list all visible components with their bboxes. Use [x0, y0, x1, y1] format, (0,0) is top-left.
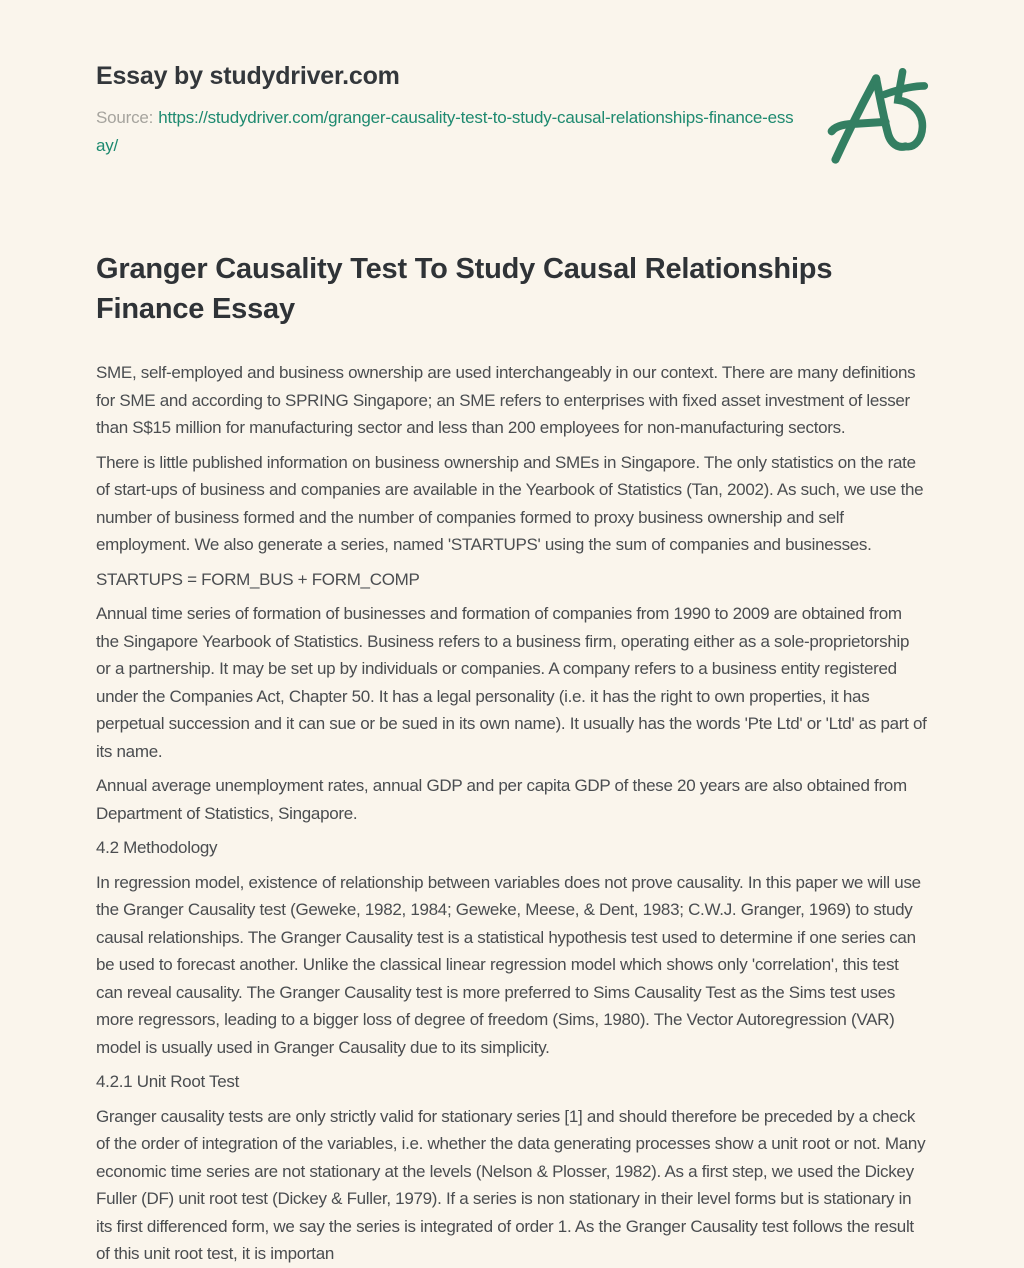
- essay-paragraph: In regression model, existence of relationship between variables does not prove causality. In this paper we will use the Granger Causality test (Geweke, 1982, 1984; Geweke, Meese, & Dent, 1983; C.W.J. Granger, 1969) to study causal relationships. The Granger Causality test is a statistical hypothesis test used to determine if one series can be used to forecast another. Unlike the classical linear regression model which shows only 'correlation', this test can reveal causality. The Granger Causality test is more preferred to Sims Causality Test as the Sims test uses more regressors, leading to a bigger loss of degree of freedom (Sims, 1980). The Vector Autoregression (VAR) model is usually used in Granger Causality due to its simplicity.: [96, 872, 921, 1057]
- essay-paragraph: SME, self-employed and business ownership are used interchangeably in our context. There are many definitions for SME and according to SPRING Singapore; an SME refers to enterprises with fixed asset investment of lesser than S$15 million for manufacturing sector and less than 200 employees for non-manufacturing sectors.: [96, 363, 916, 437]
- essay-paragraph: 4.2 Methodology: [96, 838, 218, 857]
- a-plus-logo-icon: [826, 62, 930, 176]
- essay-paragraph: Granger causality tests are only strictly valid for stationary series [1] and should therefore be preceded by a check of the order of integration of the variables, i.e. whether the data generating processes show a unit root or not. Many economic time series are not stationary at the levels (Nelson & Plosser, 1982). As a first step, we used the Dickey Fuller (DF) unit root test (Dickey & Fuller, 1979). If a series is non stationary in their level forms but is stationary in its first differenced form, we say the series is integrated of order 1. As the Granger Causality test follows the result of this unit root test, it is importan: [96, 1106, 926, 1263]
- source-label: Source:: [96, 108, 154, 127]
- essay-paragraph: There is little published information on business ownership and SMEs in Singapore. The only statistics on the rate of start-ups of business and companies are available in the Yearbook of Statistics (Tan, 2002). As such, we use the number of business formed and the number of companies formed to proxy business ownership and self employment. We also generate a series, named 'STARTUPS' using the sum of companies and businesses.: [96, 452, 924, 554]
- essay-paragraph: STARTUPS = FORM_BUS + FORM_COMP: [96, 569, 420, 589]
- essay-paragraph: Annual time series of formation of businesses and formation of companies from 1990 to 2009 are obtained from the Singapore Yearbook of Statistics. Business refers to a business firm, operating either as a sole-proprietorship or a partnership. It may be set up by individuals or companies. A company refers to a business entity registered under the Companies Act, Chapter 50. It has a legal personality (i.e. it has the right to own properties, it has perpetual succession and it can sue or be sued in its own name). It usually has the words 'Pte Ltd' or 'Ltd' as part of its name.: [96, 604, 927, 761]
- site-title: Essay by studydriver.com: [96, 62, 400, 90]
- essay-paragraph: 4.2.1 Unit Root Test: [96, 1072, 239, 1091]
- source-line: [96, 104, 796, 160]
- source-url-link[interactable]: https://studydriver.com/granger-causality-test-to-study-causal-relationships-finance-essay/: [96, 108, 794, 155]
- essay-content: [96, 249, 928, 1268]
- essay-title: Granger Causality Test To Study Causal Relationships Finance Essay: [96, 253, 833, 325]
- page-header: [96, 0, 928, 160]
- essay-paragraph: Annual average unemployment rates, annual GDP and per capita GDP of these 20 years are also obtained from Department of Statistics, Singapore.: [96, 776, 907, 823]
- essay-paragraphs: [96, 359, 928, 1268]
